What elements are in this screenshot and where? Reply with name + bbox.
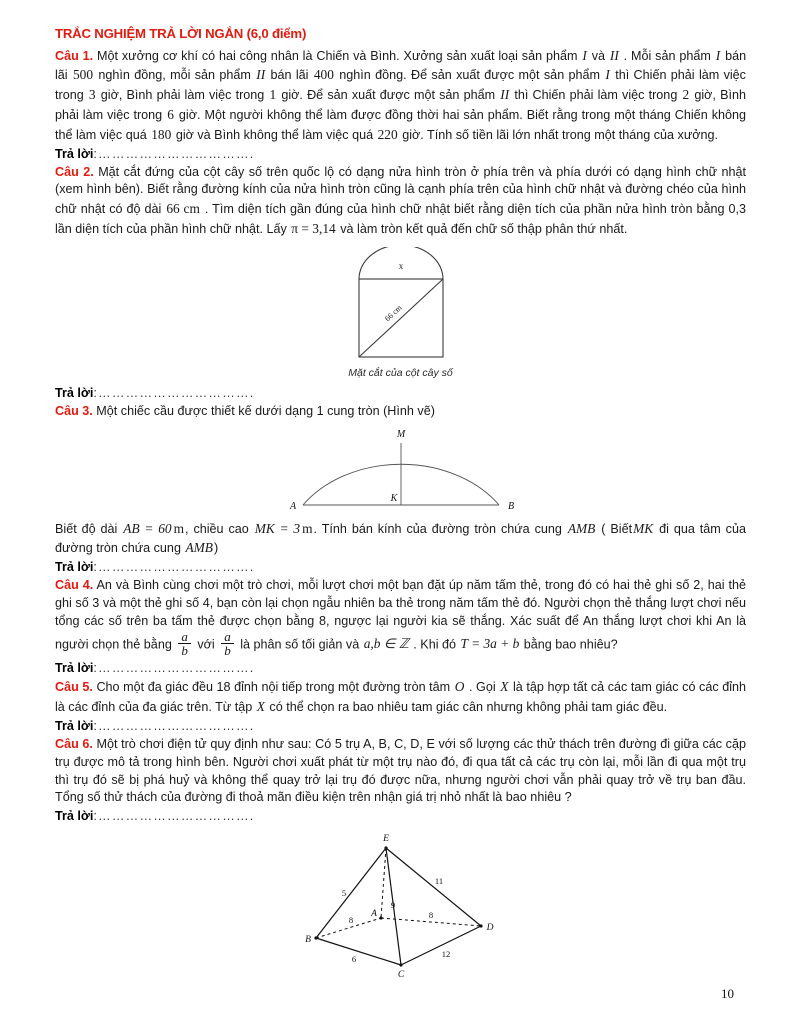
question-4-text-4: . Khi đó (413, 636, 457, 651)
fraction-a-over-b-2 (221, 630, 234, 658)
label-x: x (398, 261, 403, 271)
math-MK-2: MK (633, 520, 654, 536)
question-1-text-7: nghìn đồng. Để sản xuất được một sản phẩm (339, 68, 601, 83)
question-4 (55, 577, 746, 659)
vertex-label-D: D (486, 922, 493, 933)
math-II-c: II (500, 87, 510, 103)
diagonal-line (359, 279, 443, 357)
fraction-1-denominator: b (178, 643, 191, 658)
vertex-label-E: E (382, 833, 389, 844)
label-B: B (507, 500, 514, 512)
question-1-text-11: thì Chiến phải làm việc trong (514, 88, 678, 103)
fraction-2-denominator: b (221, 643, 234, 658)
question-1-text-9: giờ, Bình phải làm việc trong (100, 88, 265, 103)
math-500: 500 (72, 67, 94, 83)
label-M: M (396, 428, 405, 440)
question-3-text-1: Một chiếc cầu được thiết kế dưới dạng 1 cung tròn (Hình vẽ) (96, 403, 435, 418)
math-6: 6 (167, 107, 174, 123)
math-X-2: X (256, 699, 265, 715)
fraction-a-over-b-1 (178, 630, 191, 658)
math-AB: AB = 60 (123, 520, 172, 536)
edge-weight-A-D: 8 (428, 909, 433, 920)
question-1-text-12: giờ, Bình phải làm việc trong (55, 88, 747, 123)
math-MK-unit: m (302, 520, 313, 536)
answer-line-6 (55, 808, 746, 826)
question-1-text-10: giờ. Để sản xuất được một sản phẩm (281, 88, 496, 103)
question-5-label: Câu 5. (55, 680, 93, 695)
vertex-label-A: A (370, 908, 377, 919)
math-pi: π = 3,14 (291, 221, 336, 237)
question-3-text-3: , chiều cao (185, 521, 249, 536)
question-4-label: Câu 4. (55, 577, 94, 592)
milestone-caption: Mặt cắt của cột cây số (348, 367, 453, 379)
math-2: 2 (682, 87, 690, 103)
question-3 (55, 403, 746, 421)
question-5-text-4: có thể chọn ra bao nhiêu tam giác cân nhưng không phải tam giác đều. (269, 700, 668, 715)
math-MK: MK = 3 (254, 520, 301, 536)
question-2-text-1: Mặt cắt đứng của cột cây số trên quốc lộ có dạng nửa hình tròn ở phía trên và phía dưới có dạng hình chữ nhật (xem hình bên). Biết rằng đường kính của nửa hình tròn cũng là cạnh phía trên của hình chữ nhật và đường chéo của hình chữ nhật có độ dài (55, 164, 747, 217)
math-I-c: I (605, 67, 610, 83)
fraction-2-numerator: a (224, 628, 231, 644)
figure-milestone (55, 247, 746, 379)
vertex-A-dot (379, 916, 382, 919)
math-II-a: II (609, 47, 619, 63)
answer-label-5: Trả lời (55, 719, 94, 734)
question-2 (55, 164, 746, 240)
arc-svg (275, 425, 527, 517)
answer-dots-6: :……………………………. (93, 809, 255, 824)
answer-label-2: Trả lời (55, 386, 94, 400)
vertex-label-B: B (304, 934, 311, 945)
question-1-text-4: bán lãi (55, 48, 747, 83)
answer-line-3 (55, 559, 746, 577)
figure-arc (55, 425, 746, 517)
vertex-label-C: C (397, 969, 404, 980)
math-180: 180 (151, 127, 172, 142)
math-a-b-in-Z: a,b ∈ ℤ (363, 635, 409, 651)
math-I-b: I (715, 47, 721, 63)
vertex-C-dot (399, 963, 402, 966)
section-title: TRẮC NGHIỆM TRẢ LỜI NGẮN (6,0 điểm) (55, 26, 307, 41)
edge-weight-B-A: 8 (348, 914, 353, 925)
milestone-svg (341, 247, 461, 365)
math-1: 1 (269, 87, 277, 103)
question-1 (55, 46, 746, 145)
question-4-text-3: là phân số tối giản và (240, 636, 360, 651)
vertex-B-dot (314, 936, 317, 939)
question-1-text-14: giờ và Bình không thể làm việc quá (175, 128, 374, 142)
vertex-E-dot (384, 846, 387, 849)
question-4-text-2: với (197, 636, 215, 651)
math-AB-unit: m (173, 520, 185, 536)
math-3: 3 (88, 87, 96, 103)
question-3-label: Câu 3. (55, 403, 93, 418)
figure-graph (55, 830, 746, 980)
question-1-text-8: thì Chiến phải làm việc trong (55, 68, 746, 103)
question-3-text-2: Biết độ dài (55, 521, 118, 536)
question-1-text-5: nghìn đồng, mỗi sản phẩm (98, 68, 251, 83)
answer-dots-1: :……………………………. (93, 146, 255, 161)
question-1-text-15: giờ. Tính số tiền lãi lớn nhất trong một tháng của xưởng. (402, 128, 719, 142)
math-AMB-1: AMB (567, 520, 596, 536)
label-diagonal: 66 cm (382, 303, 404, 324)
answer-line-4 (55, 660, 746, 678)
math-T-equals: T = 3a + b (460, 635, 520, 651)
question-4-text-1: An và Bình cùng chơi một trò chơi, mỗi lượt chơi một bạn đặt úp năm tấm thẻ, trong đó có hai thẻ ghi số 2, hai thẻ ghi số 3 và một thẻ ghi số 4, bạn còn lại chọn ngẫu nhiên ba thẻ trong năm tấm thẻ đó. Người chọn thẻ thắng lượt chơi nếu tổng các số trên ba tấm thẻ được chọn bằng 8, ngược lại người kia sẽ thắng. Xác suất để An thắng lượt chơi khi An là người chọn thẻ bằng (55, 577, 746, 651)
edge-E-D (386, 848, 481, 926)
question-3-text-6: đi qua tâm của đường tròn chứa cung (55, 521, 746, 556)
answer-label-1: Trả lời (55, 146, 94, 161)
vertex-D-dot (479, 924, 482, 927)
edge-weight-B-C: 6 (351, 953, 356, 964)
question-6-text-1: Một trò chơi điện tử quy định như sau: Có 5 trụ A, B, C, D, E với số lượng các thử thách trên đường đi giữa các cặp trụ được mô tả trong hình bên. Người chơi xuất phát từ một trụ nào đó, đi qua tất cả các trụ còn lại, mỗi lần đi qua một trụ thì trụ đó sẽ bị phá huỷ và không thể quay trở lại trụ đó được nữa, nhưng người chơi vẫn phải quay trở về trụ ban đầu. Tổng số thử thách của đường đi thoả mãn điều kiện trên nhận giá trị nhỏ nhất là bao nhiêu ? (55, 736, 746, 805)
math-X-1: X (500, 679, 509, 695)
question-3-text-7: ) (213, 541, 219, 556)
edge-weight-E-D: 11 (434, 875, 443, 886)
answer-dots-3: :……………………………. (93, 560, 255, 575)
question-5-text-1: Cho một đa giác đều 18 đỉnh nội tiếp trong một đường tròn tâm (96, 680, 451, 695)
question-1-text-2: và (591, 48, 605, 63)
question-3-text-4: . Tính bán kính của đường tròn chứa cung (313, 521, 562, 536)
question-6-label: Câu 6. (55, 736, 93, 751)
question-2-text-2: . Tìm diện tích gần đúng của hình chữ nhật biết rằng diện tích của phần nửa hình tròn bằng 0,3 lần diện tích của phần hình chữ nhật. Lấy (55, 202, 747, 237)
math-220: 220 (377, 127, 398, 142)
question-2-label: Câu 2. (55, 164, 94, 179)
page-number: 10 (721, 986, 734, 1001)
math-I-a: I (582, 47, 587, 63)
math-AMB-2: AMB (185, 540, 213, 556)
answer-dots-2: :……………………………. (93, 386, 255, 400)
question-6 (55, 736, 746, 808)
label-A: A (289, 500, 296, 512)
edge-weight-A-E: 9 (390, 899, 395, 910)
answer-label-6: Trả lời (55, 809, 94, 824)
question-5-text-2: . Gọi (468, 680, 496, 695)
question-1-text-1: Một xưởng cơ khí có hai công nhân là Chiến và Bình. Xưởng sản xuất loại sản phẩm (97, 48, 578, 63)
question-3-text-5: ( Biết (601, 521, 633, 536)
edge-B-C (316, 938, 401, 965)
question-4-text-5: bằng bao nhiêu? (523, 636, 618, 651)
answer-line-5 (55, 718, 746, 736)
question-5-text-3: là tập hợp tất cả các tam giác có các đỉnh là các đỉnh của đa giác trên. Từ tập (55, 680, 747, 715)
answer-line-2 (55, 385, 746, 403)
answer-label-3: Trả lời (55, 560, 94, 575)
answer-dots-4: :……………………………. (93, 660, 255, 675)
math-66cm: 66 cm (166, 201, 200, 217)
math-400: 400 (313, 67, 334, 83)
label-K: K (390, 492, 397, 504)
edge-E-A (381, 848, 386, 918)
math-II-b: II (256, 67, 266, 83)
edge-weight-C-D: 12 (441, 948, 450, 959)
question-1-text-13: giờ. Một người không thể làm được đồng thời hai sản phẩm. Biết rằng trong một tháng Chiến không thể làm việc quá (55, 108, 747, 142)
edge-weight-B-E: 5 (341, 887, 346, 898)
question-1-label: Câu 1. (55, 48, 94, 63)
question-5 (55, 677, 746, 717)
question-2-text-3: và làm tròn kết quả đến chữ số thập phân thứ nhất. (340, 222, 628, 237)
graph-svg (291, 830, 511, 980)
answer-line-1 (55, 146, 746, 164)
question-1-text-3: . Mỗi sản phẩm (623, 48, 711, 63)
question-3-continued (55, 519, 746, 559)
fraction-1-numerator: a (181, 628, 188, 644)
edge-C-D (401, 926, 481, 965)
math-O: O (454, 679, 465, 695)
answer-dots-5: :……………………………. (93, 719, 255, 734)
answer-label-4: Trả lời (55, 660, 94, 675)
question-1-text-6: bán lãi (270, 68, 309, 83)
